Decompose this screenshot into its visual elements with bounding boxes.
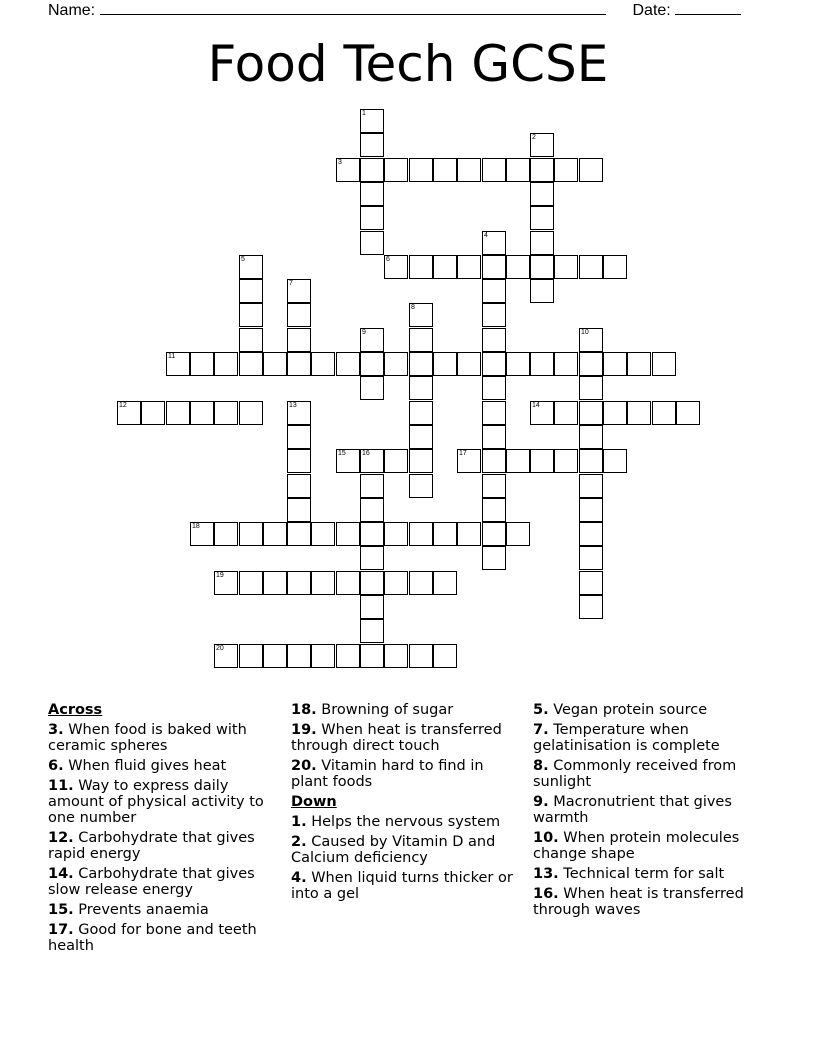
crossword-cell[interactable] <box>263 644 287 668</box>
clue-text: When food is baked with ceramic spheres <box>48 722 247 754</box>
crossword-cell[interactable] <box>579 255 603 279</box>
crossword-cell[interactable] <box>336 522 360 546</box>
cell-number: 1 <box>362 110 366 117</box>
cell-number: 12 <box>119 402 127 409</box>
crossword-cell[interactable] <box>627 401 651 425</box>
crossword-cell[interactable] <box>603 255 627 279</box>
crossword-cell[interactable] <box>579 352 603 376</box>
crossword-cell[interactable] <box>482 546 506 570</box>
crossword-cell[interactable] <box>166 401 190 425</box>
crossword-cell[interactable] <box>287 279 311 303</box>
crossword-cell[interactable] <box>482 255 506 279</box>
crossword-cell[interactable] <box>263 522 287 546</box>
crossword-cell[interactable] <box>433 644 457 668</box>
clue-text: Macronutrient that gives warmth <box>533 794 732 826</box>
clue-number: 16. <box>533 886 559 902</box>
crossword-cell[interactable] <box>482 522 506 546</box>
clue-number: 20. <box>291 758 317 774</box>
crossword-cell[interactable] <box>239 571 263 595</box>
crossword-cell[interactable] <box>384 644 408 668</box>
cell-number: 6 <box>386 256 390 263</box>
crossword-cell[interactable] <box>263 571 287 595</box>
crossword-cell[interactable] <box>287 571 311 595</box>
cell-number: 20 <box>216 645 224 652</box>
clue-text: When fluid gives heat <box>63 758 227 774</box>
crossword-cell[interactable] <box>287 498 311 522</box>
clue-number: 7. <box>533 722 549 738</box>
crossword-cell[interactable] <box>141 401 165 425</box>
crossword-cell[interactable] <box>214 352 238 376</box>
crossword-cell[interactable] <box>579 498 603 522</box>
crossword-cell[interactable] <box>263 352 287 376</box>
cell-number: 17 <box>459 450 467 457</box>
clue-item <box>48 722 278 754</box>
clue-text: When protein molecules change shape <box>533 830 740 862</box>
crossword-cell[interactable] <box>554 352 578 376</box>
clue-item <box>291 834 523 866</box>
clue-item <box>48 830 278 862</box>
crossword-cell[interactable] <box>554 255 578 279</box>
clue-column-1 <box>48 702 278 958</box>
clue-number: 14. <box>48 866 74 882</box>
clue-text: When liquid turns thicker or into a gel <box>291 870 513 902</box>
crossword-cell[interactable] <box>214 401 238 425</box>
crossword-cell[interactable] <box>409 255 433 279</box>
clue-item <box>48 902 278 918</box>
crossword-cell[interactable] <box>652 352 676 376</box>
crossword-cell[interactable] <box>409 303 433 327</box>
page-title: Food Tech GCSE <box>207 35 609 93</box>
crossword-cell[interactable] <box>287 352 311 376</box>
crossword-cell[interactable] <box>482 352 506 376</box>
crossword-cell[interactable] <box>627 352 651 376</box>
clue-item <box>533 758 768 790</box>
crossword-cell[interactable] <box>214 522 238 546</box>
clue-item <box>48 922 278 954</box>
clue-text: Good for bone and teeth health <box>48 922 257 954</box>
crossword-cell[interactable] <box>239 279 263 303</box>
crossword-cell[interactable] <box>433 255 457 279</box>
crossword-cell[interactable] <box>409 425 433 449</box>
crossword-cell[interactable] <box>360 571 384 595</box>
crossword-cell[interactable] <box>384 255 408 279</box>
crossword-cell[interactable] <box>603 352 627 376</box>
crossword-cell[interactable] <box>457 352 481 376</box>
crossword-cell[interactable] <box>457 255 481 279</box>
crossword-cell[interactable] <box>239 352 263 376</box>
clue-text: Carbohydrate that gives slow release energy <box>48 866 255 898</box>
cell-number: 13 <box>289 402 297 409</box>
crossword-cell[interactable] <box>554 401 578 425</box>
clue-text: Caused by Vitamin D and Calcium deficiency <box>291 834 496 866</box>
clue-column-2 <box>291 702 523 906</box>
clue-item <box>291 758 523 790</box>
crossword-cell[interactable] <box>287 328 311 352</box>
clue-number: 10. <box>533 830 559 846</box>
crossword-cell[interactable] <box>360 328 384 352</box>
crossword-cell[interactable] <box>190 401 214 425</box>
crossword-cell[interactable] <box>384 158 408 182</box>
clue-text: Carbohydrate that gives rapid energy <box>48 830 255 862</box>
crossword-cell[interactable] <box>506 449 530 473</box>
crossword-cell[interactable] <box>409 401 433 425</box>
crossword-cell[interactable] <box>360 619 384 643</box>
clue-item <box>291 722 523 754</box>
crossword-cell[interactable] <box>360 449 384 473</box>
clue-number: 5. <box>533 702 549 718</box>
crossword-cell[interactable] <box>311 571 335 595</box>
clue-item <box>291 702 523 718</box>
crossword-cell[interactable] <box>360 158 384 182</box>
crossword-cell[interactable] <box>190 352 214 376</box>
crossword-cell[interactable] <box>214 644 238 668</box>
clue-text: Technical term for salt <box>558 866 725 882</box>
crossword-cell[interactable] <box>409 352 433 376</box>
crossword-cell[interactable] <box>457 158 481 182</box>
clue-item <box>533 794 768 826</box>
crossword-cell[interactable] <box>579 328 603 352</box>
crossword-cell[interactable] <box>360 376 384 400</box>
crossword-cell[interactable] <box>409 449 433 473</box>
clue-text: When heat is transferred through direct touch <box>291 722 502 754</box>
crossword-cell[interactable] <box>409 376 433 400</box>
crossword-cell[interactable] <box>384 571 408 595</box>
clue-number: 11. <box>48 778 74 794</box>
crossword-cell[interactable] <box>579 546 603 570</box>
crossword-cell[interactable] <box>336 449 360 473</box>
clue-item <box>48 866 278 898</box>
clue-text: Helps the nervous system <box>306 814 501 830</box>
cell-number: 16 <box>362 450 370 457</box>
crossword-cell[interactable] <box>311 644 335 668</box>
crossword-cell[interactable] <box>554 158 578 182</box>
crossword-cell[interactable] <box>409 474 433 498</box>
crossword-cell[interactable] <box>482 401 506 425</box>
crossword-cell[interactable] <box>360 522 384 546</box>
crossword-cell[interactable] <box>530 352 554 376</box>
crossword-cell[interactable] <box>360 352 384 376</box>
crossword-cell[interactable] <box>190 522 214 546</box>
crossword-cell[interactable] <box>311 352 335 376</box>
clue-column-3 <box>533 702 768 922</box>
clue-number: 9. <box>533 794 549 810</box>
clue-item <box>533 830 768 862</box>
crossword-cell[interactable] <box>482 449 506 473</box>
crossword-cell[interactable] <box>311 522 335 546</box>
crossword-cell[interactable] <box>530 449 554 473</box>
crossword-cell[interactable] <box>409 158 433 182</box>
clue-number: 15. <box>48 902 74 918</box>
crossword-cell[interactable] <box>360 498 384 522</box>
clue-item <box>48 758 278 774</box>
crossword-cell[interactable] <box>360 182 384 206</box>
crossword-cell[interactable] <box>482 474 506 498</box>
clue-text: Browning of sugar <box>316 702 454 718</box>
clue-text: Commonly received from sunlight <box>533 758 737 790</box>
crossword-cell[interactable] <box>360 231 384 255</box>
clue-item <box>291 870 523 902</box>
cell-number: 15 <box>338 450 346 457</box>
cell-number: 2 <box>532 134 536 141</box>
crossword-cell[interactable] <box>603 449 627 473</box>
crossword-cell[interactable] <box>530 255 554 279</box>
clue-section-heading: Across <box>48 702 103 718</box>
crossword-cell[interactable] <box>287 425 311 449</box>
crossword-cell[interactable] <box>482 425 506 449</box>
clue-item <box>533 722 768 754</box>
crossword-cell[interactable] <box>239 328 263 352</box>
crossword-cell[interactable] <box>384 449 408 473</box>
crossword-cell[interactable] <box>384 522 408 546</box>
clue-item <box>48 778 278 826</box>
cell-number: 10 <box>581 329 589 336</box>
crossword-cell[interactable] <box>579 522 603 546</box>
cell-number: 7 <box>289 280 293 287</box>
name-label: Name: <box>48 2 96 19</box>
crossword-cell[interactable] <box>482 498 506 522</box>
crossword-cell[interactable] <box>287 522 311 546</box>
cell-number: 19 <box>216 572 224 579</box>
clue-number: 13. <box>533 866 559 882</box>
cell-number: 4 <box>484 232 488 239</box>
clue-number: 18. <box>291 702 317 718</box>
cell-number: 9 <box>362 329 366 336</box>
crossword-cell[interactable] <box>579 449 603 473</box>
crossword-cell[interactable] <box>239 644 263 668</box>
crossword-cell[interactable] <box>287 644 311 668</box>
clue-number: 3. <box>48 722 64 738</box>
crossword-cell[interactable] <box>506 255 530 279</box>
crossword-cell[interactable] <box>287 303 311 327</box>
clue-number: 1. <box>291 814 307 830</box>
cell-number: 8 <box>411 304 415 311</box>
crossword-cell[interactable] <box>482 279 506 303</box>
crossword-cell[interactable] <box>554 449 578 473</box>
crossword-cell[interactable] <box>336 352 360 376</box>
crossword-cell[interactable] <box>530 231 554 255</box>
crossword-cell[interactable] <box>409 571 433 595</box>
crossword-cell[interactable] <box>579 425 603 449</box>
clue-text: Vitamin hard to find in plant foods <box>291 758 484 790</box>
crossword-cell[interactable] <box>482 158 506 182</box>
crossword-cell[interactable] <box>603 401 627 425</box>
crossword-cell[interactable] <box>676 401 700 425</box>
clue-text: Way to express daily amount of physical activity to one number <box>48 778 264 826</box>
clue-item <box>291 814 523 830</box>
crossword-cell[interactable] <box>409 328 433 352</box>
crossword-cell[interactable] <box>239 401 263 425</box>
crossword-cell[interactable] <box>579 571 603 595</box>
cell-number: 14 <box>532 402 540 409</box>
crossword-cell[interactable] <box>457 449 481 473</box>
date-label: Date: <box>632 2 671 19</box>
crossword-cell[interactable] <box>530 401 554 425</box>
crossword-cell[interactable] <box>360 474 384 498</box>
crossword-cell[interactable] <box>506 522 530 546</box>
crossword-cell[interactable] <box>433 352 457 376</box>
crossword-cell[interactable] <box>360 133 384 157</box>
crossword-cell[interactable] <box>336 571 360 595</box>
clue-text: Temperature when gelatinisation is complete <box>533 722 720 754</box>
crossword-cell[interactable] <box>506 158 530 182</box>
clue-number: 2. <box>291 834 307 850</box>
crossword-cell[interactable] <box>579 401 603 425</box>
crossword-cell[interactable] <box>652 401 676 425</box>
crossword-cell[interactable] <box>506 352 530 376</box>
cell-number: 5 <box>241 256 245 263</box>
crossword-cell[interactable] <box>433 522 457 546</box>
crossword-cell[interactable] <box>360 546 384 570</box>
clue-text: Prevents anaemia <box>73 902 209 918</box>
clue-number: 8. <box>533 758 549 774</box>
crossword-cell[interactable] <box>239 255 263 279</box>
cell-number: 11 <box>168 353 176 360</box>
crossword-cell[interactable] <box>336 644 360 668</box>
clue-number: 6. <box>48 758 64 774</box>
crossword-cell[interactable] <box>433 158 457 182</box>
clue-number: 17. <box>48 922 74 938</box>
crossword-cell[interactable] <box>530 279 554 303</box>
crossword-cell[interactable] <box>530 133 554 157</box>
crossword-cell[interactable] <box>530 182 554 206</box>
clue-number: 4. <box>291 870 307 886</box>
cell-number: 3 <box>338 159 342 166</box>
crossword-cell[interactable] <box>482 303 506 327</box>
clue-text: Vegan protein source <box>548 702 708 718</box>
clue-section-heading: Down <box>291 794 337 810</box>
crossword-cell[interactable] <box>409 644 433 668</box>
crossword-cell[interactable] <box>579 595 603 619</box>
crossword-cell[interactable] <box>166 352 190 376</box>
crossword-cell[interactable] <box>530 206 554 230</box>
crossword-cell[interactable] <box>214 571 238 595</box>
crossword-cell[interactable] <box>239 522 263 546</box>
crossword-cell[interactable] <box>482 231 506 255</box>
clue-number: 19. <box>291 722 317 738</box>
clue-item <box>533 866 768 882</box>
crossword-cell[interactable] <box>117 401 141 425</box>
crossword-cell[interactable] <box>336 158 360 182</box>
crossword-cell[interactable] <box>433 571 457 595</box>
crossword-cell[interactable] <box>360 109 384 133</box>
crossword-cell[interactable] <box>287 449 311 473</box>
crossword-cell[interactable] <box>530 158 554 182</box>
clue-text: When heat is transferred through waves <box>533 886 744 918</box>
crossword-cell[interactable] <box>409 522 433 546</box>
crossword-cell[interactable] <box>457 522 481 546</box>
clue-number: 12. <box>48 830 74 846</box>
crossword-cell[interactable] <box>579 376 603 400</box>
crossword-cell[interactable] <box>287 401 311 425</box>
crossword-cell[interactable] <box>360 206 384 230</box>
crossword-cell[interactable] <box>360 644 384 668</box>
clue-item <box>533 886 768 918</box>
crossword-cell[interactable] <box>579 474 603 498</box>
crossword-cell[interactable] <box>239 303 263 327</box>
crossword-cell[interactable] <box>482 376 506 400</box>
cell-number: 18 <box>192 523 200 530</box>
crossword-cell[interactable] <box>360 595 384 619</box>
crossword-cell[interactable] <box>287 474 311 498</box>
clue-item <box>533 702 768 718</box>
crossword-cell[interactable] <box>384 352 408 376</box>
crossword-cell[interactable] <box>482 328 506 352</box>
crossword-cell[interactable] <box>579 158 603 182</box>
